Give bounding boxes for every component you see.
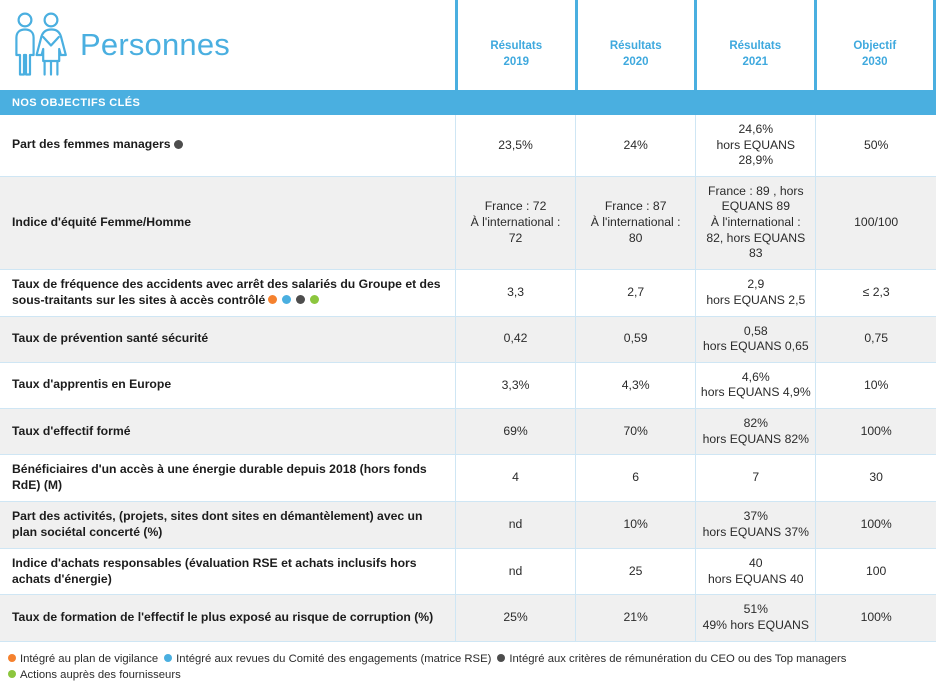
cell-2019: 25% (455, 595, 575, 641)
table-row (0, 409, 936, 455)
cell-2021: France : 89 , hors EQUANS 89 À l'international : 82, hors EQUANS 83 (696, 176, 816, 269)
row-label (0, 548, 455, 595)
page-title: Personnes (80, 27, 230, 63)
cell-2019: 3,3 (455, 269, 575, 316)
column-header-2030 (814, 0, 936, 90)
objectives-table (0, 115, 936, 642)
row-label-text: Taux de prévention santé sécurité (12, 331, 208, 345)
row-label (0, 455, 455, 502)
cell-2021: 37% hors EQUANS 37% (696, 501, 816, 548)
cell-2019: France : 72 À l'international : 72 (455, 176, 575, 269)
table-row (0, 548, 936, 595)
legend-item-label: Actions auprès des fournisseurs (20, 669, 181, 681)
legend-dot-green-icon (8, 670, 16, 678)
legend-dot-orange-icon (268, 295, 277, 304)
cell-2019: nd (455, 548, 575, 595)
page-header (0, 0, 936, 90)
column-header-2021 (694, 0, 814, 90)
legend-dot-green-icon (310, 295, 319, 304)
cell-2020: 2,7 (576, 269, 696, 316)
column-header-2021-line2: 2021 (729, 55, 781, 71)
column-header-2030-line1: Objectif (853, 39, 896, 55)
column-header-2019-line2: 2019 (490, 55, 542, 71)
cell-2020: 4,3% (576, 362, 696, 408)
row-label (0, 316, 455, 362)
cell-2019: 23,5% (455, 115, 575, 176)
legend-item (8, 669, 181, 681)
cell-2030: 100% (816, 595, 936, 641)
brand-block (0, 0, 455, 90)
cell-2030: 100% (816, 501, 936, 548)
cell-2020: 6 (576, 455, 696, 502)
cell-2020: France : 87 À l'international : 80 (576, 176, 696, 269)
cell-2021: 40 hors EQUANS 40 (696, 548, 816, 595)
legend-dot-blue-icon (164, 654, 172, 662)
table-row (0, 501, 936, 548)
row-label (0, 409, 455, 455)
row-label-text: Indice d'équité Femme/Homme (12, 215, 191, 229)
cell-2020: 24% (576, 115, 696, 176)
legend-dot-blue-icon (282, 295, 291, 304)
legend-item (8, 653, 158, 665)
legend-item (497, 653, 846, 665)
cell-2019: 0,42 (455, 316, 575, 362)
row-label-text: Bénéficiaires d'un accès à une énergie durable depuis 2018 (hors fonds RdE) (M) (12, 462, 427, 492)
legend (0, 642, 936, 683)
legend-line-1 (8, 651, 936, 667)
table-row (0, 176, 936, 269)
legend-dot-gray-icon (497, 654, 505, 662)
cell-2021: 0,58 hors EQUANS 0,65 (696, 316, 816, 362)
table-row (0, 595, 936, 641)
row-label-text: Taux d'apprentis en Europe (12, 377, 171, 391)
cell-2021: 51% 49% hors EQUANS (696, 595, 816, 641)
section-band-label: NOS OBJECTIFS CLÉS (12, 97, 140, 109)
man-woman-icon (8, 9, 70, 81)
row-label-text: Taux d'effectif formé (12, 424, 130, 438)
cell-2020: 10% (576, 501, 696, 548)
row-label-text: Indice d'achats responsables (évaluation RSE et achats inclusifs hors achats d'énergie) (12, 556, 417, 586)
row-label-text: Part des femmes managers (12, 137, 171, 151)
legend-dot-orange-icon (8, 654, 16, 662)
legend-item-label: Intégré au plan de vigilance (20, 653, 158, 665)
column-header-2020-line1: Résultats (610, 39, 662, 55)
cell-2019: 3,3% (455, 362, 575, 408)
legend-item (164, 653, 491, 665)
row-label (0, 269, 455, 316)
cell-2021: 7 (696, 455, 816, 502)
legend-dot-gray-icon (296, 295, 305, 304)
cell-2020: 70% (576, 409, 696, 455)
legend-line-2 (8, 667, 936, 683)
row-label (0, 595, 455, 641)
table-row (0, 362, 936, 408)
column-headers (455, 0, 936, 90)
cell-2021: 82% hors EQUANS 82% (696, 409, 816, 455)
column-header-2021-line1: Résultats (729, 39, 781, 55)
table-row (0, 455, 936, 502)
section-band (0, 90, 936, 115)
cell-2030: 100/100 (816, 176, 936, 269)
column-header-2020-line2: 2020 (610, 55, 662, 71)
cell-2030: 100% (816, 409, 936, 455)
cell-2020: 0,59 (576, 316, 696, 362)
cell-2030: 100 (816, 548, 936, 595)
cell-2021: 4,6% hors EQUANS 4,9% (696, 362, 816, 408)
row-label-text: Taux de fréquence des accidents avec arrêt des salariés du Groupe et des sous-traitants sur les sites à accès contrôlé (12, 277, 441, 307)
row-label-text: Part des activités, (projets, sites dont sites en démantèlement) avec un plan sociétal concerté (%) (12, 509, 422, 539)
column-header-2030-line2: 2030 (853, 55, 896, 71)
row-label (0, 115, 455, 176)
objectives-table-body (0, 115, 936, 641)
table-row (0, 269, 936, 316)
column-header-2019 (455, 0, 575, 90)
cell-2020: 21% (576, 595, 696, 641)
row-label (0, 501, 455, 548)
row-label (0, 362, 455, 408)
cell-2019: 4 (455, 455, 575, 502)
cell-2030: 50% (816, 115, 936, 176)
cell-2030: ≤ 2,3 (816, 269, 936, 316)
legend-dot-gray-icon (174, 140, 183, 149)
legend-item-label: Intégré aux critères de rémunération du CEO ou des Top managers (509, 653, 846, 665)
column-header-2020 (575, 0, 695, 90)
cell-2030: 10% (816, 362, 936, 408)
row-label (0, 176, 455, 269)
cell-2021: 2,9 hors EQUANS 2,5 (696, 269, 816, 316)
cell-2030: 0,75 (816, 316, 936, 362)
legend-item-label: Intégré aux revues du Comité des engagements (matrice RSE) (176, 653, 491, 665)
column-header-2019-line1: Résultats (490, 39, 542, 55)
row-label-text: Taux de formation de l'effectif le plus exposé au risque de corruption (%) (12, 610, 433, 624)
cell-2019: nd (455, 501, 575, 548)
cell-2020: 25 (576, 548, 696, 595)
cell-2021: 24,6% hors EQUANS 28,9% (696, 115, 816, 176)
table-row (0, 115, 936, 176)
cell-2030: 30 (816, 455, 936, 502)
cell-2019: 69% (455, 409, 575, 455)
table-row (0, 316, 936, 362)
